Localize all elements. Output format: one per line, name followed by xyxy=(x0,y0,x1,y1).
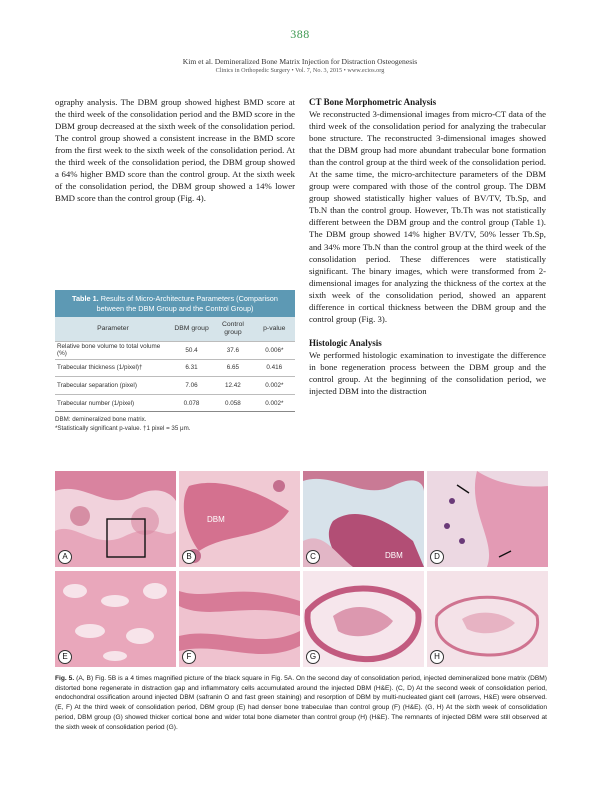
micro-architecture-table xyxy=(55,317,295,412)
cell-parameter: Trabecular separation (pixel) xyxy=(55,377,171,395)
figure-caption-text: (A, B) Fig. 5B is a 4 times magnified picture of the black square in Fig. 5A. On the second day of consolidation period, injected demineralized bone matrix (DBM) distorted bone regenerate in distraction gap and inflammatory cells accumulated around the injected DBM (H&E). (C, D) At the second week of consolidation period, endochondral ossification around injected DBM (safranin O and fast green staining) and resorption of DBM by multi-nucleated giant cell (arrows, H&E) were observed. (E, F) At the third week of consolidation period, DBM group (E) had denser bone trabeculae than control group (F) (H&E). (G, H) At the sixth week of consolidation period, DBM group (G) showed thicker cortical bone and wider total bone diameter than control group (H) (H&E). The remnants of injected DBM were still observed at the sixth week of consolidation period (G). xyxy=(55,675,547,731)
cell-dbm: 0.078 xyxy=(171,394,212,412)
page-number: 388 xyxy=(290,27,310,41)
histology-image-d xyxy=(427,471,548,567)
panel-label-a: A xyxy=(58,550,72,564)
panel-label-g: G xyxy=(306,650,320,664)
histology-image-g xyxy=(303,571,424,667)
panel-a xyxy=(55,471,176,567)
cell-dbm: 50.4 xyxy=(171,342,212,360)
figure-caption xyxy=(55,674,547,732)
cell-p-value: 0.416 xyxy=(254,359,295,377)
panel-label-d: D xyxy=(430,550,444,564)
panel-b xyxy=(179,471,300,567)
cell-dbm: 6.31 xyxy=(171,359,212,377)
histology-image-f xyxy=(179,571,300,667)
header-control: Control group xyxy=(212,317,253,342)
figure-5 xyxy=(55,471,547,667)
histology-image-h xyxy=(427,571,548,667)
table-row xyxy=(55,377,295,395)
cell-p-value: 0.002* xyxy=(254,377,295,395)
panel-label-b: B xyxy=(182,550,196,564)
cell-control: 12.42 xyxy=(212,377,253,395)
histology-image-a xyxy=(55,471,176,567)
table-note-abbrev: DBM: demineralized bone matrix. xyxy=(55,416,147,424)
dbm-tag-c: DBM xyxy=(385,551,403,560)
panel-label-h: H xyxy=(430,650,444,664)
table-caption-text: Results of Micro-Architecture Parameters (Comparison between the DBM Group and the Control Group) xyxy=(96,294,278,313)
table-row xyxy=(55,359,295,377)
panel-label-e: E xyxy=(58,650,72,664)
bmd-paragraph: ography analysis. The DBM group showed highest BMD score at the third week of the consolidation period and the BMD score in the DBM group decreased at the sixth week of the consolidation period. The control group showed a consistent increase in the BMD score from the first week to the sixth week of the consolidation period. At the third week of the consolidation period, the DBM group showed a 64% higher BMD score than the control group. At the sixth week of the consolidation period, the DBM group showed a 14% lower BMD score than the control group (Fig. 4). xyxy=(55,97,295,204)
cell-parameter: Trabecular thickness (1/pixel)† xyxy=(55,359,171,377)
cell-control: 37.6 xyxy=(212,342,253,360)
table-note-significance: *Statistically significant p-value. †1 pixel = 35 μm. xyxy=(55,424,191,432)
panel-c xyxy=(303,471,424,567)
figure-caption-label: Fig. 5. xyxy=(55,675,75,682)
histo-paragraph: We performed histologic examination to investigate the difference in bone regeneration process between the DBM group and the control group. At the beginning of the consolidation period, we injected DBM into the distraction xyxy=(309,349,546,396)
panel-h xyxy=(427,571,548,667)
cell-p-value: 0.002* xyxy=(254,394,295,412)
ct-paragraph: We reconstructed 3-dimensional images from micro-CT data of the third week of the consolidation period for analyzing the trabecular bone structure. The reconstructed 3-dimensional images showed that the DBM group had more abundant trabecular bone formation than the control group at the third week of the consolidation period. At the same time, the micro-architecture parameters of the DBM group were compared with those of the control group. The DBM group showed statistically higher values of BV/TV, Tb.Sp, and Tb.N than the control group. However, Tb.Th was not statistically different between the DBM group and the control group (Table 1). The DBM group showed 14% higher BV/TV, 50% lesser Tb.Sp, and 34% more Tb.N than the control group at the third week of the consolidation period. These differences were statistically significant. The binary images, which were transformed from 2-dimensional images for analyzing the thickness of the cortex at the sixth week of the consolidation period, showed an apparent difference in cortical thickness between the DBM group and the control group (Fig. 3). xyxy=(309,109,546,324)
panel-label-c: C xyxy=(306,550,320,564)
table-caption xyxy=(55,290,295,317)
cell-control: 0.058 xyxy=(212,394,253,412)
cell-parameter: Trabecular number (1/pixel) xyxy=(55,394,171,412)
dbm-tag-b: DBM xyxy=(207,515,225,524)
right-column xyxy=(309,96,546,397)
histo-heading: Histologic Analysis xyxy=(309,337,382,348)
cell-control: 6.65 xyxy=(212,359,253,377)
cell-parameter: Relative bone volume to total volume (%) xyxy=(55,342,171,360)
panel-f xyxy=(179,571,300,667)
cell-dbm: 7.06 xyxy=(171,377,212,395)
ct-heading: CT Bone Morphometric Analysis xyxy=(309,97,437,107)
header-parameter: Parameter xyxy=(55,317,171,342)
cell-p-value: 0.006* xyxy=(254,342,295,360)
table-label: Table 1. xyxy=(72,294,99,303)
table-notes xyxy=(55,416,295,432)
panel-d xyxy=(427,471,548,567)
header-p-value: p-value xyxy=(254,317,295,342)
panel-g xyxy=(303,571,424,667)
histology-image-c xyxy=(303,471,424,567)
table-row xyxy=(55,342,295,360)
journal-line: Clinics in Orthopedic Surgery • Vol. 7, No. 3, 2015 • www.ecios.org xyxy=(215,67,385,74)
header-dbm: DBM group xyxy=(171,317,212,342)
left-column xyxy=(55,96,295,204)
histology-image-e xyxy=(55,571,176,667)
table-header-row xyxy=(55,317,295,342)
panel-e xyxy=(55,571,176,667)
table-row xyxy=(55,394,295,412)
panel-label-f: F xyxy=(182,650,196,664)
table-1 xyxy=(55,290,295,433)
running-title: Kim et al. Demineralized Bone Matrix Injection for Distraction Osteogenesis xyxy=(182,57,418,66)
histology-image-b xyxy=(179,471,300,567)
